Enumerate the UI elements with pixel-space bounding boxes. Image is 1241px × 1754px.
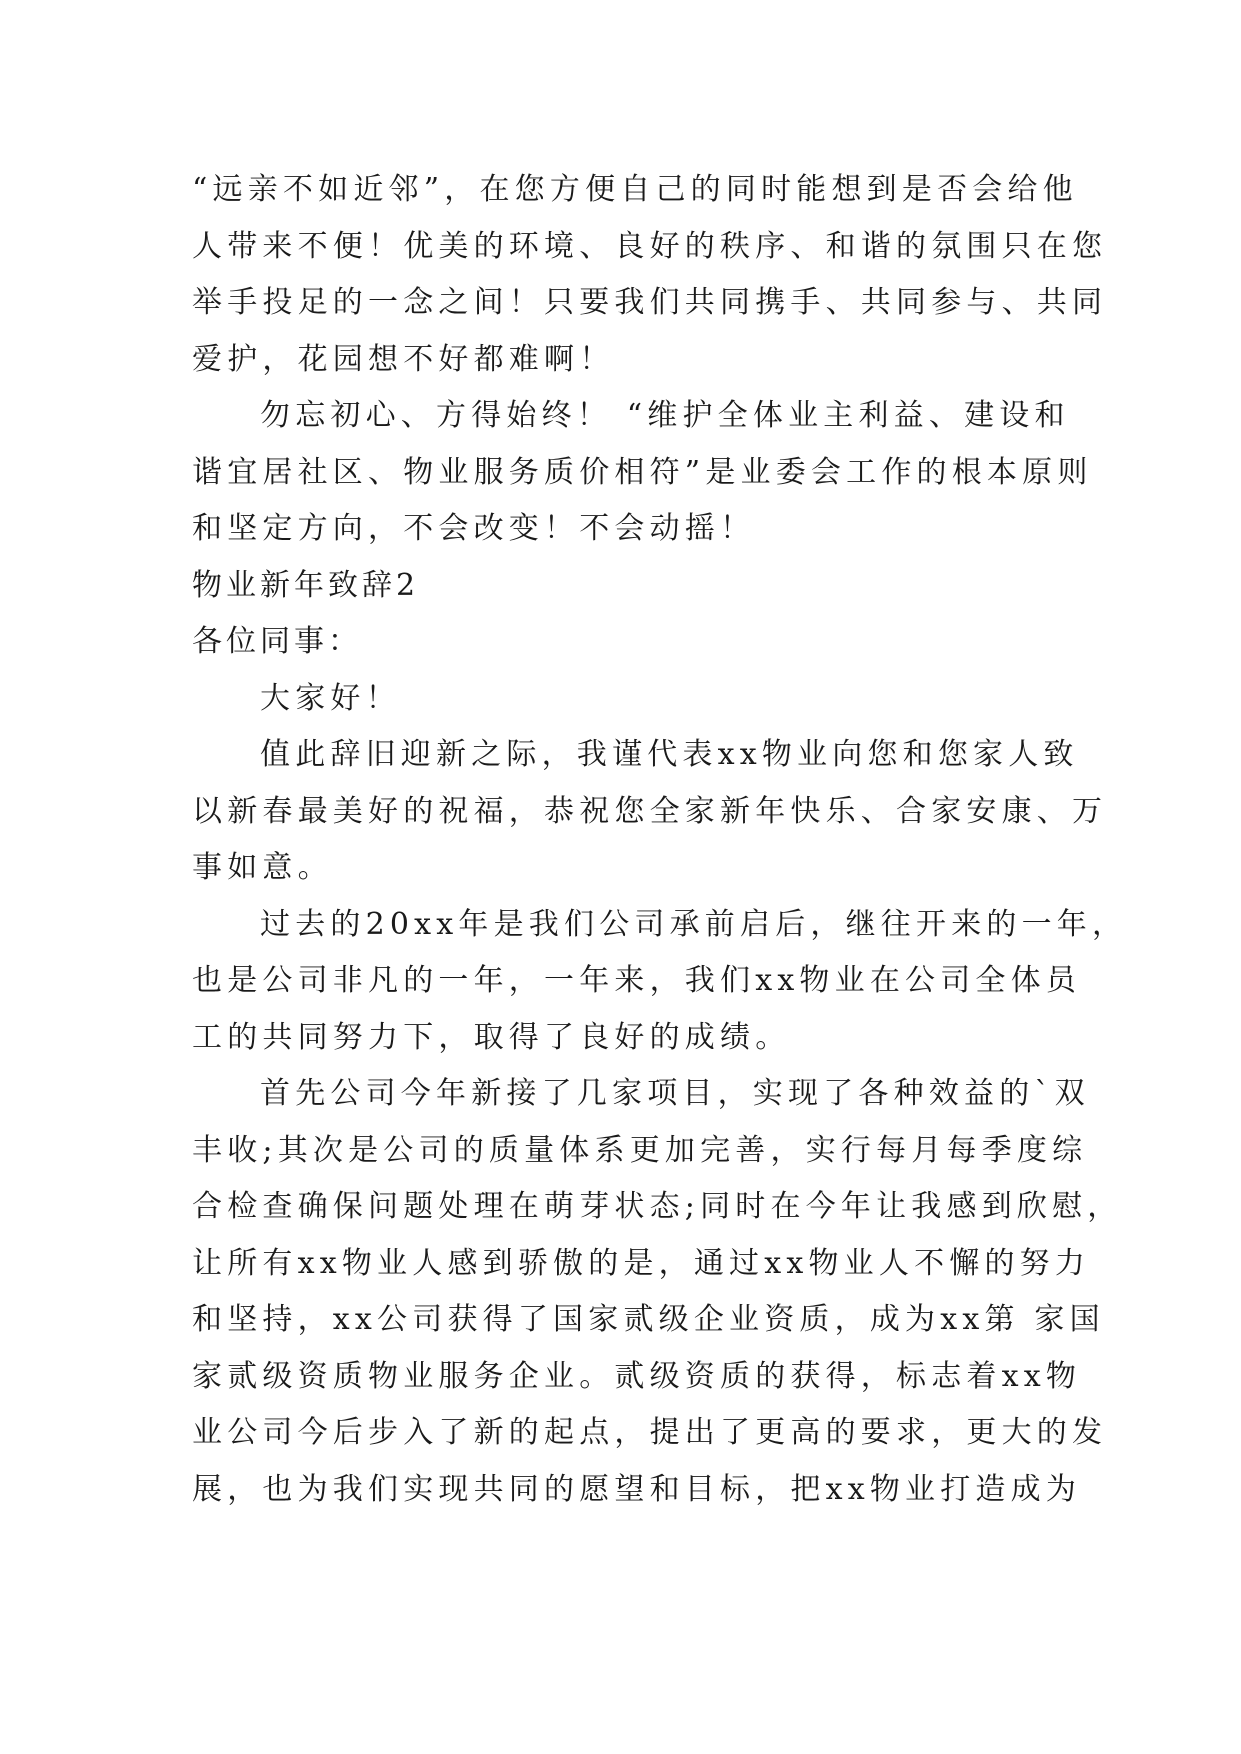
text-line: “远亲不如近邻”，在您方便自己的同时能想到是否会给他 [192, 172, 1078, 207]
text-line: 让所有xx物业人感到骄傲的是，通过xx物业人不懈的努力 [192, 1245, 1091, 1281]
section-title: 物业新年致辞2 [192, 567, 420, 603]
text-line: 工的共同努力下，取得了良好的成绩。 [192, 1019, 791, 1055]
text-line: 以新春最美好的祝福，恭祝您全家新年快乐、合家安康、万 [192, 793, 1108, 829]
paragraph-new-year-wishes [192, 727, 1108, 897]
text-line: 事如意。 [192, 850, 333, 885]
paragraph-achievements [192, 1066, 1123, 1518]
text-line: 合检查确保问题处理在萌芽状态;同时在今年让我感到欣慰， [192, 1189, 1123, 1224]
paragraph-neighbor-appeal [192, 162, 1108, 388]
document-body [192, 162, 1128, 1518]
text-line: 首先公司今年新接了几家项目，实现了各种效益的`双 [260, 1076, 1090, 1111]
text-line: 爱护，花园想不好都难啊！ [192, 341, 615, 377]
text-line: 丰收;其次是公司的质量体系更加完善，实行每月每季度综 [192, 1132, 1088, 1168]
paragraph-original-intention [192, 388, 1093, 558]
text-line: 家贰级资质物业服务企业。贰级资质的获得，标志着xx物 [192, 1358, 1082, 1394]
greeting: 大家好！ [260, 680, 401, 716]
salutation: 各位同事： [192, 624, 362, 659]
text-line: 谐宜居社区、物业服务质价相符”是业委会工作的根本原则 [192, 454, 1093, 490]
text-line: 展，也为我们实现共同的愿望和目标，把xx物业打造成为 [192, 1471, 1082, 1507]
text-line: 也是公司非凡的一年，一年来，我们xx物业在公司全体员 [192, 963, 1082, 998]
text-line: 和坚持，xx公司获得了国家贰级企业资质，成为xx第 家国 [192, 1302, 1105, 1337]
text-line: 勿忘初心、方得始终！ “维护全体业主利益、建设和 [260, 398, 1070, 433]
text-line: 业公司今后步入了新的起点，提出了更高的要求，更大的发 [192, 1415, 1108, 1450]
text-line: 过去的20xx年是我们公司承前启后，继往开来的一年， [260, 906, 1128, 942]
text-line: 举手投足的一念之间！只要我们共同携手、共同参与、共同 [192, 285, 1108, 320]
text-line: 值此辞旧迎新之际，我谨代表xx物业向您和您家人致 [260, 737, 1079, 772]
paragraph-past-year [192, 897, 1128, 1067]
text-line: 和坚定方向，不会改变！不会动摇！ [192, 511, 756, 546]
text-line: 人带来不便！优美的环境、良好的秩序、和谐的氛围只在您 [192, 228, 1108, 264]
